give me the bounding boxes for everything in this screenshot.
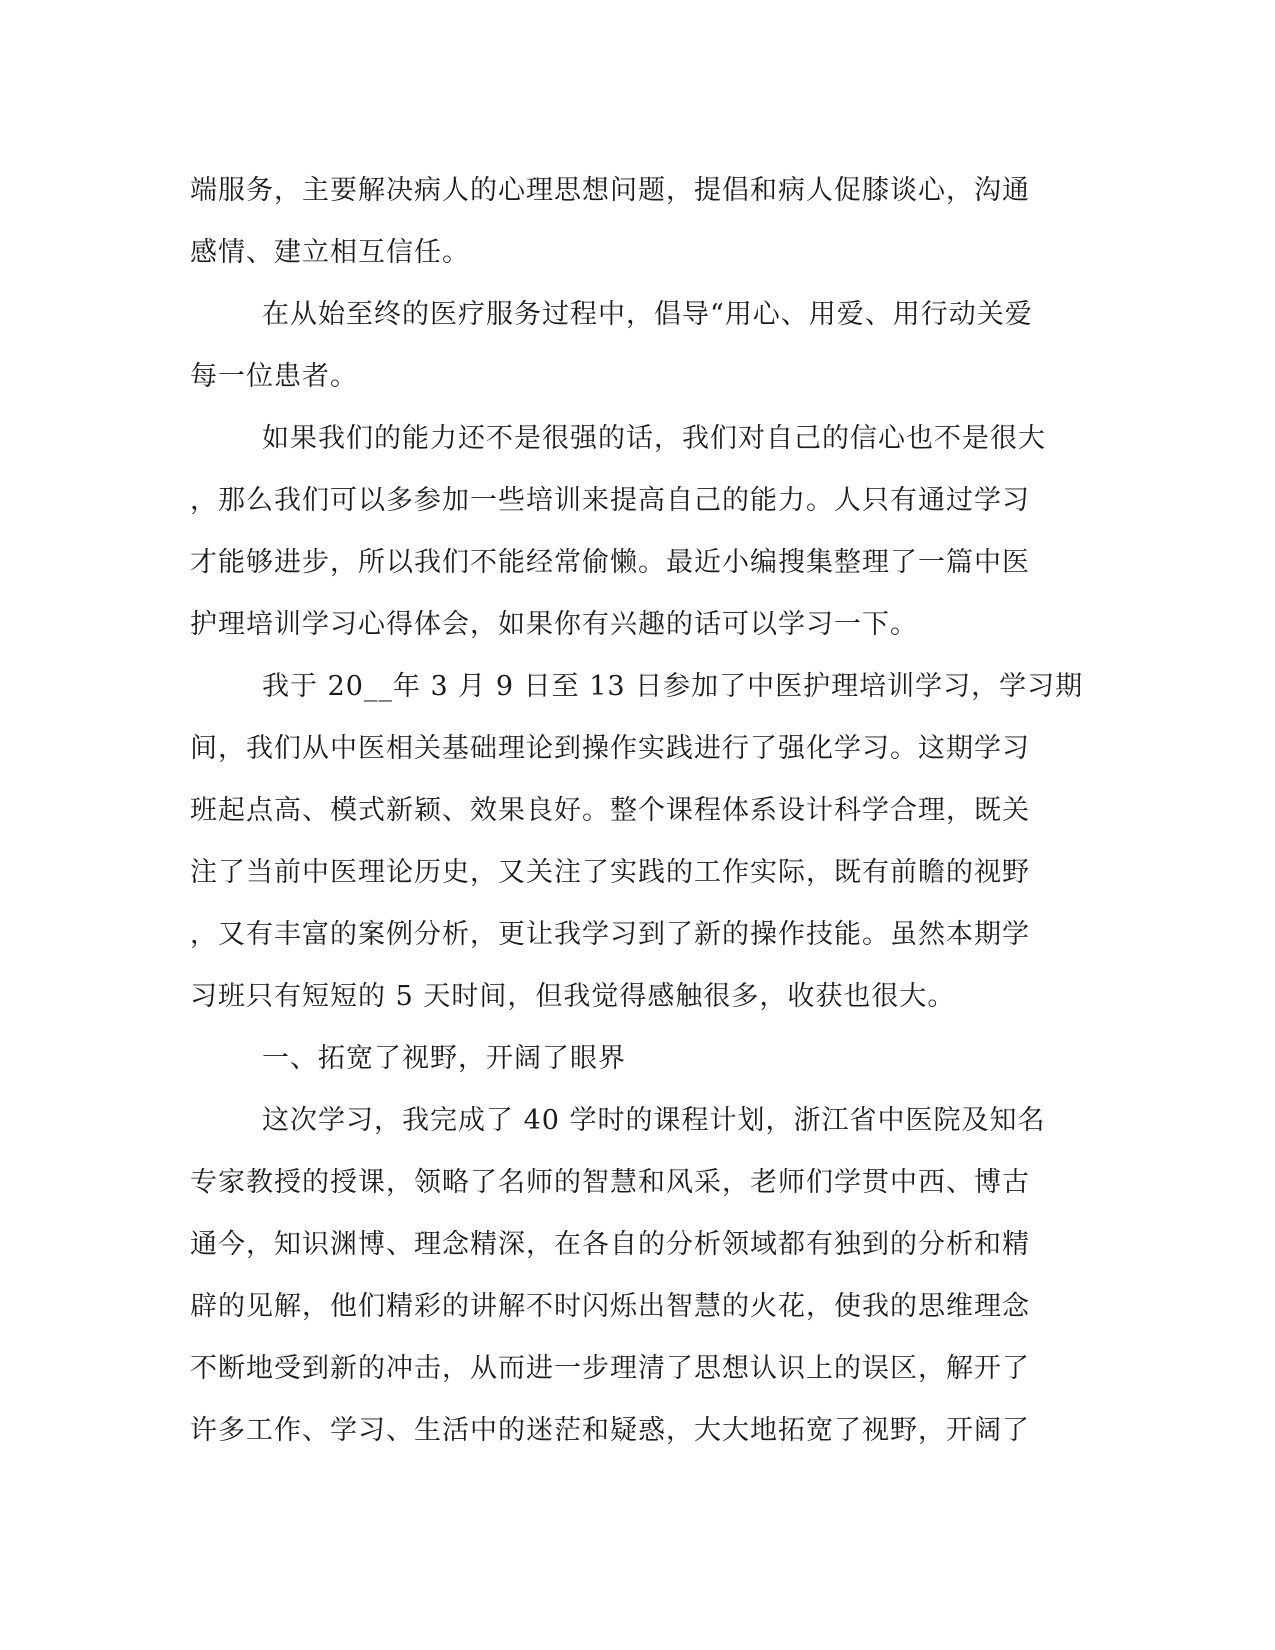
text-line: 通今，知识渊博、理念精深，在各自的分析领域都有独到的分析和精: [190, 1229, 1030, 1260]
text-line: 护理培训学习心得体会，如果你有兴趣的话可以学习一下。: [190, 609, 918, 640]
text-line: 间，我们从中医相关基础理论到操作实践进行了强化学习。这期学习: [190, 733, 1030, 764]
text-line: 辟的见解，他们精彩的讲解不时闪烁出智慧的火花，使我的思维理念: [190, 1291, 1030, 1322]
text-line: 一、拓宽了视野，开阔了眼界: [262, 1043, 626, 1074]
text-line: 许多工作、学习、生活中的迷茫和疑惑，大大地拓宽了视野，开阔了: [190, 1415, 1030, 1446]
text-line: 才能够进步，所以我们不能经常偷懒。最近小编搜集整理了一篇中医: [190, 547, 1030, 578]
text-line: ，又有丰富的案例分析，更让我学习到了新的操作技能。虽然本期学: [190, 919, 1030, 950]
text-line: 这次学习，我完成了 40 学时的课程计划，浙江省中医院及知名: [262, 1105, 1046, 1136]
text-line: 习班只有短短的 5 天时间，但我觉得感触很多，收获也很大。: [190, 981, 956, 1012]
text-line: 我于 20__年 3 月 9 日至 13 日参加了中医护理培训学习，学习期: [262, 671, 1084, 702]
text-line: 每一位患者。: [190, 361, 358, 392]
text-line: 不断地受到新的冲击，从而进一步理清了思想认识上的误区，解开了: [190, 1353, 1030, 1384]
text-line: 如果我们的能力还不是很强的话，我们对自己的信心也不是很大: [262, 423, 1046, 454]
text-line: 在从始至终的医疗服务过程中，倡导“用心、用爱、用行动关爱: [262, 299, 1033, 330]
text-line: 注了当前中医理论历史，又关注了实践的工作实际，既有前瞻的视野: [190, 857, 1030, 888]
text-line: 端服务，主要解决病人的心理思想问题，提倡和病人促膝谈心，沟通: [190, 175, 1030, 206]
text-line: 感情、建立相互信任。: [190, 237, 470, 268]
body-text: [190, 160, 1090, 1462]
text-line: 班起点高、模式新颖、效果良好。整个课程体系设计科学合理，既关: [190, 795, 1030, 826]
text-line: 专家教授的授课，领略了名师的智慧和风采，老师们学贯中西、博古: [190, 1167, 1030, 1198]
text-line: ，那么我们可以多参加一些培训来提高自己的能力。人只有通过学习: [190, 485, 1030, 516]
